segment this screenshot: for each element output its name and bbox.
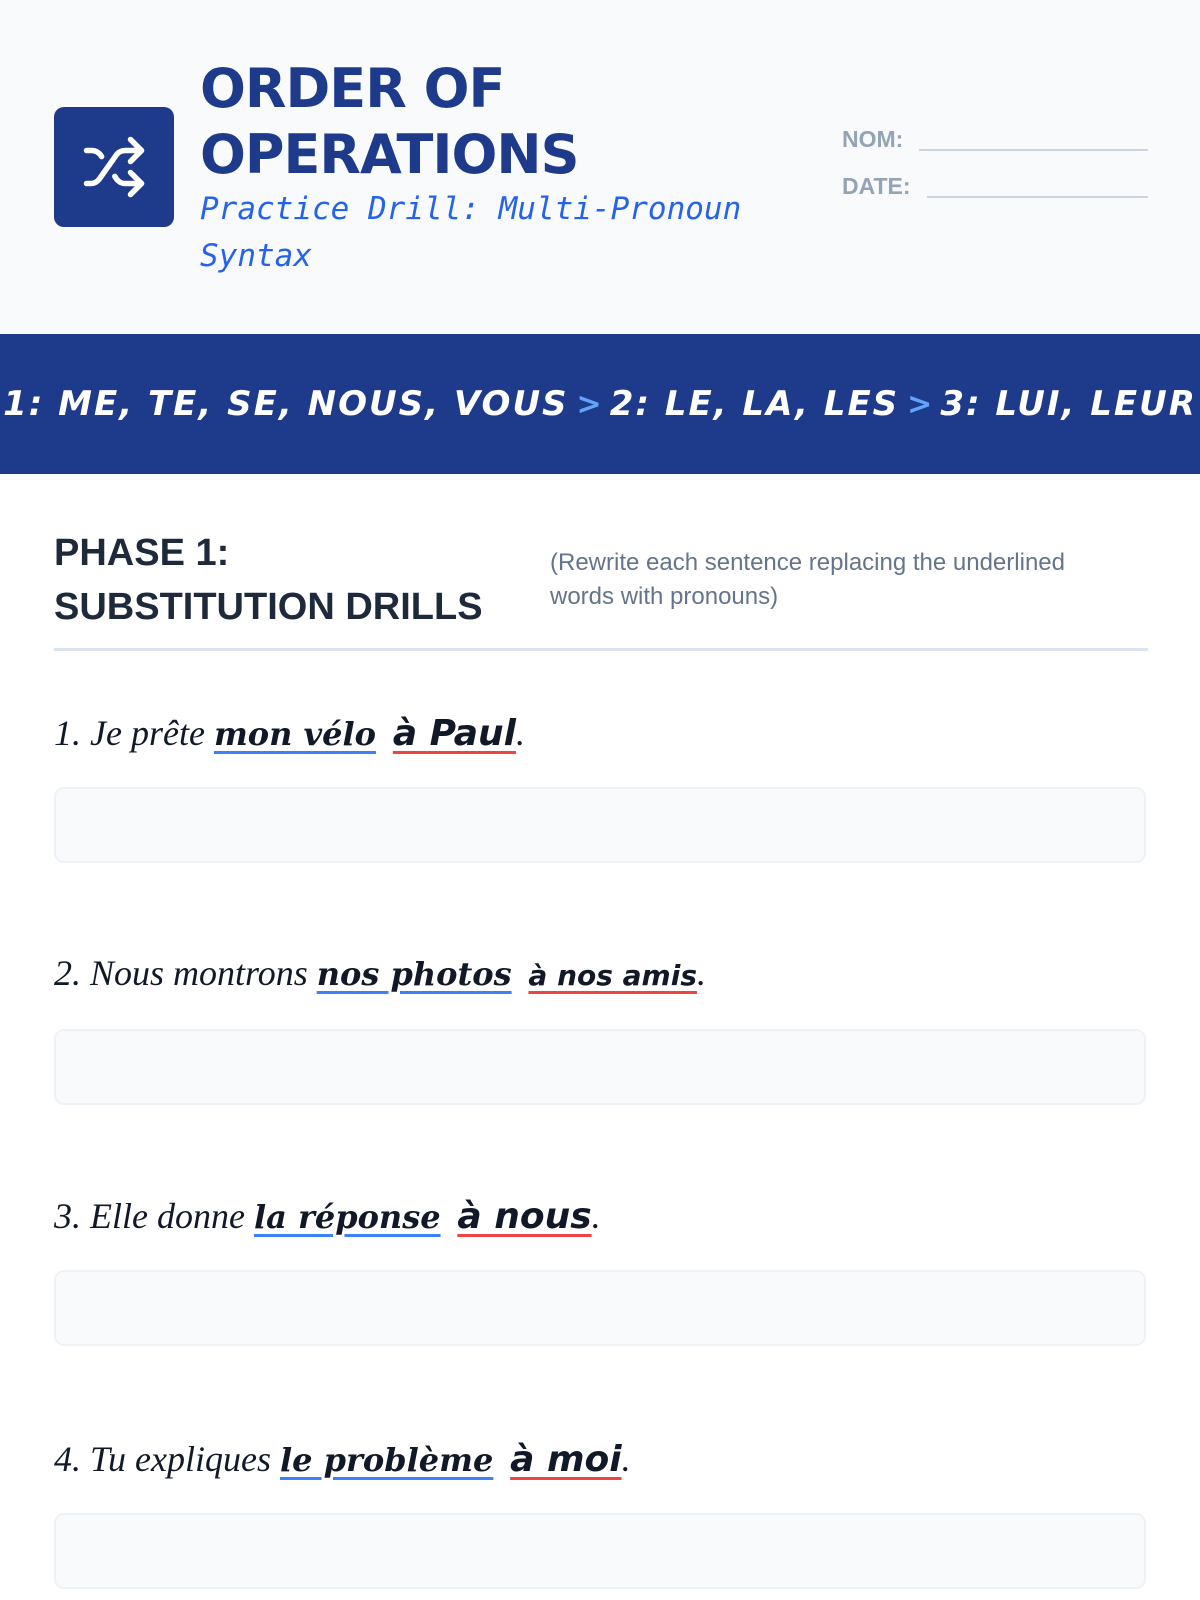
direct-object-phrase: la réponse <box>253 1198 441 1236</box>
sentence-prefix: 2. Nous montrons <box>54 953 317 993</box>
drill-item <box>54 950 1148 1105</box>
date-label: DATE: <box>842 173 911 199</box>
shuffle-icon <box>81 134 147 200</box>
drill-item <box>54 1436 1148 1589</box>
answer-input[interactable] <box>54 1029 1146 1105</box>
page-title <box>200 56 820 188</box>
sentence-prefix: 3. Elle donne <box>54 1196 254 1236</box>
phase-title <box>54 526 524 634</box>
drill-sentence <box>54 950 1148 999</box>
nom-label: NOM: <box>842 126 904 152</box>
logo-badge <box>54 107 174 227</box>
direct-object-phrase: mon vélo <box>213 715 376 753</box>
phase-title-line-1: PHASE 1: <box>54 532 230 574</box>
indirect-object-phrase: à nous <box>457 1196 592 1237</box>
direct-object-phrase: le problème <box>279 1441 494 1479</box>
date-field[interactable] <box>842 173 1148 200</box>
sentence-end: . <box>696 953 706 993</box>
page-subtitle: Practice Drill: Multi-Pronoun Syntax <box>200 191 742 274</box>
phase-title-line-2: SUBSTITUTION DRILLS <box>54 586 483 628</box>
pronoun-group-2: 2: LE, LA, LES <box>609 384 900 424</box>
order-separator-2: > <box>907 386 933 422</box>
date-line[interactable] <box>927 194 1148 198</box>
title-line-2: OPERATIONS <box>200 123 579 186</box>
pronoun-order-banner <box>0 334 1200 474</box>
pronoun-group-1: 1: ME, TE, SE, NOUS, VOUS <box>3 384 569 424</box>
sentence-end: . <box>591 1196 601 1236</box>
sentence-prefix: 1. Je prête <box>54 713 214 753</box>
answer-input[interactable] <box>54 1270 1146 1346</box>
nom-field[interactable] <box>842 126 1148 153</box>
indirect-object-phrase: à Paul <box>392 713 516 754</box>
sentence-end: . <box>515 713 525 753</box>
sentence-end: . <box>621 1439 631 1479</box>
nom-line[interactable] <box>919 147 1148 151</box>
drill-sentence <box>54 710 1148 757</box>
title-line-1: ORDER OF <box>200 57 505 120</box>
order-separator-1: > <box>576 386 602 422</box>
instructions-text: (Rewrite each sentence replacing the underlined words with pronouns) <box>550 549 1065 610</box>
drill-item <box>54 710 1148 863</box>
drill-sentence <box>54 1193 1148 1240</box>
worksheet-header <box>0 0 1200 334</box>
indirect-object-phrase: à nos amis <box>528 959 697 992</box>
answer-input[interactable] <box>54 1513 1146 1589</box>
answer-input[interactable] <box>54 787 1146 863</box>
direct-object-phrase: nos photos <box>316 955 512 993</box>
drill-sentence <box>54 1436 1148 1483</box>
sentence-prefix: 4. Tu expliques <box>54 1439 280 1479</box>
pronoun-group-3: 3: LUI, LEUR <box>940 384 1197 424</box>
section-heading <box>54 526 1148 651</box>
indirect-object-phrase: à moi <box>510 1439 622 1480</box>
drill-item <box>54 1193 1148 1346</box>
